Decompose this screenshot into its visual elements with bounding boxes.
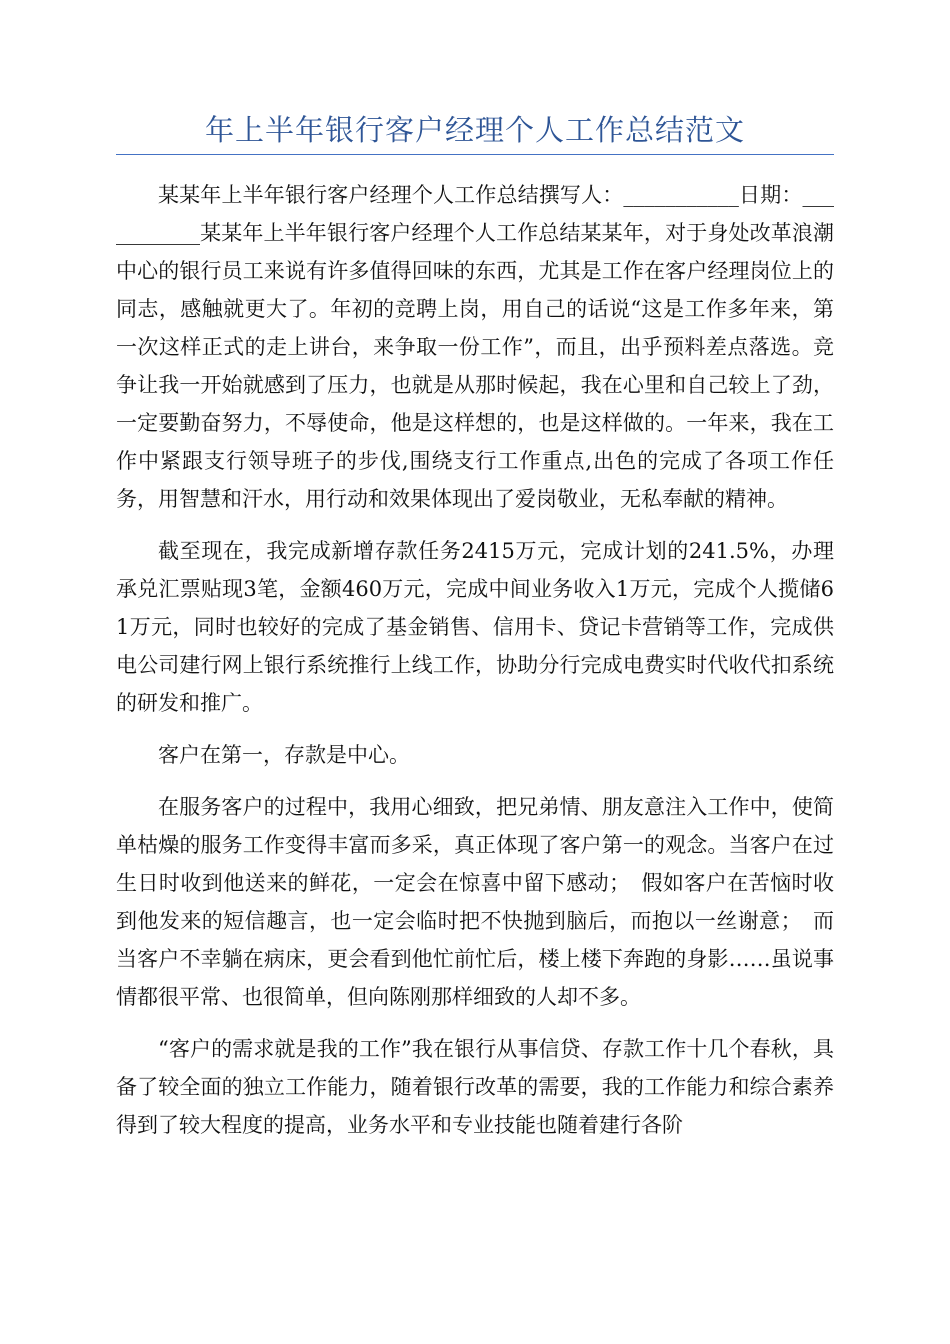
paragraph-customer-service: 在服务客户的过程中，我用心细致，把兄弟情、朋友意注入工作中，使简单枯燥的服务工作变得丰富而多采，真正体现了客户第一的观念。当客户在过生日时收到他送来的鲜花，一定会在惊喜中留下感动； 假如客户在苦恼时收到他发来的短信趣言，也一定会临时把不快抛到脑后，而抱以一丝谢意； 而当客户不幸躺在病床，更会看到他忙前忙后，楼上楼下奔跑的身影……虽说事情都很平常、也很简单，但向陈刚那样细致的人却不多。 [116, 795, 834, 1009]
document-title: 年上半年银行客户经理个人工作总结范文 [204, 113, 745, 147]
paragraph-achievements: 截至现在，我完成新增存款任务2415万元，完成计划的241.5%，办理承兑汇票贴现3笔，金额460万元，完成中间业务收入1万元，完成个人揽储61万元，同时也较好的完成了基金销售、信用卡、贷记卡营销等工作，完成供电公司建行网上银行系统推行上线工作，协助分行完成电费实时代收代扣系统的研发和推广。 [116, 539, 834, 715]
title-underline [116, 154, 834, 155]
paragraph-customer-needs: “客户的需求就是我的工作”我在银行从事信贷、存款工作十几个春秋，具备了较全面的独立工作能力，随着银行改革的需要，我的工作能力和综合素养得到了较大程度的提高，业务水平和专业技能也随着建行各阶 [116, 1037, 834, 1137]
document-body [116, 176, 834, 1158]
paragraph-intro: 某某年上半年银行客户经理个人工作总结撰写人：___________日期：___________某某年上半年银行客户经理个人工作总结某某年，对于身处改革浪潮中心的银行员工来说有许多值得回味的东西，尤其是工作在客户经理岗位上的同志，感触就更大了。年初的竞聘上岗，用自己的话说“这是工作多年来，第一次这样正式的走上讲台，来争取一份工作”，而且，出乎预料差点落选。竞争让我一开始就感到了压力，也就是从那时候起，我在心里和自己较上了劲，一定要勤奋努力，不辱使命，他是这样想的，也是这样做的。一年来，我在工作中紧跟支行领导班子的步伐,围绕支行工作重点,出色的完成了各项工作任务，用智慧和汗水，用行动和效果体现出了爱岗敬业，无私奉献的精神。 [116, 183, 834, 511]
paragraph-heading-customer-first: 客户在第一，存款是中心。 [158, 743, 410, 767]
